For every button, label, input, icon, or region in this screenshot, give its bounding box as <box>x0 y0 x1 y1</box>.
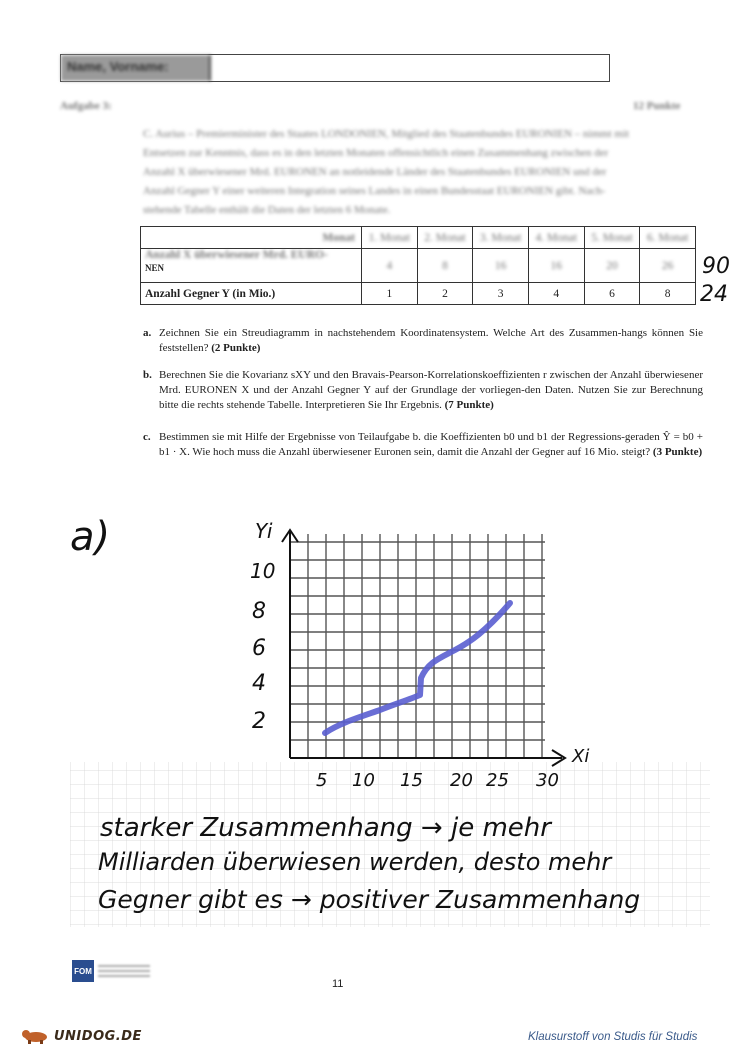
task-points: (2 Punkte) <box>211 342 261 354</box>
name-field[interactable] <box>60 54 610 82</box>
fom-logo-box: FOM <box>72 960 94 982</box>
answer-line-2: Milliarden überwiesen werden, desto mehr <box>98 848 612 876</box>
x-tick-30: 30 <box>536 770 559 791</box>
task-text: Bestimmen sie mit Hilfe der Ergebnisse von Teilaufgabe b. die Koeffizienten b0 und b1 der Regressions-geraden Ŷ = b0 + b1 · X. Wie hoch muss die Anzahl überwiesener Euronen sein, damit die Anzahl der Gegner auf 16 Mio. steigt? <box>159 431 703 458</box>
task-letter: c. <box>143 431 151 443</box>
intro-line: Entsetzen zur Kenntnis, dass es in den letzten Monaten offensichtlich einen Zusammenhang zwischen der <box>143 147 609 159</box>
task-text: Berechnen Sie die Kovarianz sXY und den Bravais-Pearson-Korrelationskoeffizienten r zwischen der Anzahl überwiesener Mrd. EURONEN X und der Anzahl Gegner Y auf der Grundlage der vorliegen-den Daten. Nutzen Sie zur Berechnung bitte die rechts stehende Tabelle. Interpretieren Sie Ihr Ergebnis. <box>159 369 703 411</box>
dog-icon <box>22 1028 50 1044</box>
task-letter: b. <box>143 369 152 381</box>
slogan: Klausurstoff von Studis für Studis <box>528 1031 698 1043</box>
x-tick-25: 25 <box>486 770 509 791</box>
y-tick-10: 10 <box>250 559 276 583</box>
data-table <box>140 226 696 305</box>
intro-paragraph <box>143 125 698 220</box>
y-tick-8: 8 <box>252 599 266 624</box>
task-letter: a. <box>143 327 152 339</box>
y-axis-title: Yi <box>255 519 273 543</box>
x-tick-15: 15 <box>400 770 423 791</box>
cell-x: 20 <box>584 249 640 283</box>
brand-text: UNIDOG.DE <box>54 1028 142 1044</box>
handwritten-sum-x: 90 <box>702 254 730 279</box>
page-number: 11 <box>332 978 344 990</box>
y-tick-4: 4 <box>252 671 266 696</box>
intro-line: C. Aurius – Premierminister des Staates LONDONIEN, Mitglied des Staatenbundes EURONIEN – nimmt mit <box>143 128 630 140</box>
intro-line: stehende Tabelle enthält die Daten der letzten 6 Monate. <box>143 204 391 216</box>
cell-x: 8 <box>417 249 473 283</box>
month-header: 6. Monat <box>640 227 696 249</box>
month-header: 5. Monat <box>584 227 640 249</box>
x-tick-20: 20 <box>450 770 473 791</box>
row-x-label-text: Anzahl X überwiesener Mrd. EURO- <box>145 249 328 261</box>
handwritten-answer-area <box>0 490 750 940</box>
task-text: Zeichnen Sie ein Streudiagramm in nachstehendem Koordinatensystem. Welche Art des Zusammen-hangs können Sie feststellen? <box>159 327 703 354</box>
y-tick-6: 6 <box>252 636 266 661</box>
cell-x: 26 <box>640 249 696 283</box>
cell-x: 16 <box>473 249 529 283</box>
task-label: Aufgabe 3: <box>60 100 112 112</box>
fom-logo <box>72 960 152 982</box>
part-a-label: a) <box>70 514 111 560</box>
x-tick-10: 10 <box>352 770 375 791</box>
answer-line-1: starker Zusammenhang → je mehr <box>100 813 551 843</box>
month-header: 1. Monat <box>362 227 418 249</box>
month-header: 3. Monat <box>473 227 529 249</box>
cell-x: 16 <box>528 249 584 283</box>
handwritten-sum-y: 24 <box>700 282 728 307</box>
cell-x: 4 <box>362 249 418 283</box>
task-points: (3 Punkte) <box>652 446 703 458</box>
row-x-label-cont: NEN <box>145 263 165 273</box>
cell-y: 1 <box>362 283 418 305</box>
intro-line: Anzahl X überwiesener Mrd. EURONEN an notleidende Länder des Staatenbundes EURONIEN und der <box>143 166 607 178</box>
y-tick-2: 2 <box>252 709 266 734</box>
cell-y: 3 <box>473 283 529 305</box>
intro-line: Anzahl Gegner Y einer weiteren Integration seines Landes in einen Bundesstaat EURONIEN gibt. Nach- <box>143 185 606 197</box>
answer-line-3: Gegner gibt es → positiver Zusammenhang <box>98 885 641 914</box>
cell-y: 2 <box>417 283 473 305</box>
task-points: (7 Punkte) <box>444 399 494 411</box>
x-tick-5: 5 <box>316 770 328 791</box>
cell-y: 6 <box>584 283 640 305</box>
row-x-label <box>141 249 362 283</box>
task-a <box>143 326 703 356</box>
name-label: Name, Vorname: <box>61 55 211 81</box>
month-header: 2. Monat <box>417 227 473 249</box>
unidog-brand[interactable] <box>22 1028 142 1044</box>
task-b <box>143 368 703 413</box>
x-axis-title: Xi <box>572 746 590 767</box>
task-c <box>143 430 703 460</box>
table-header-month: Monat <box>141 227 362 249</box>
coordinate-grid <box>290 534 545 758</box>
row-y-label: Anzahl Gegner Y (in Mio.) <box>141 283 362 305</box>
cell-y: 4 <box>528 283 584 305</box>
cell-y: 8 <box>640 283 696 305</box>
points-label: 12 Punkte <box>633 100 681 112</box>
month-header: 4. Monat <box>528 227 584 249</box>
